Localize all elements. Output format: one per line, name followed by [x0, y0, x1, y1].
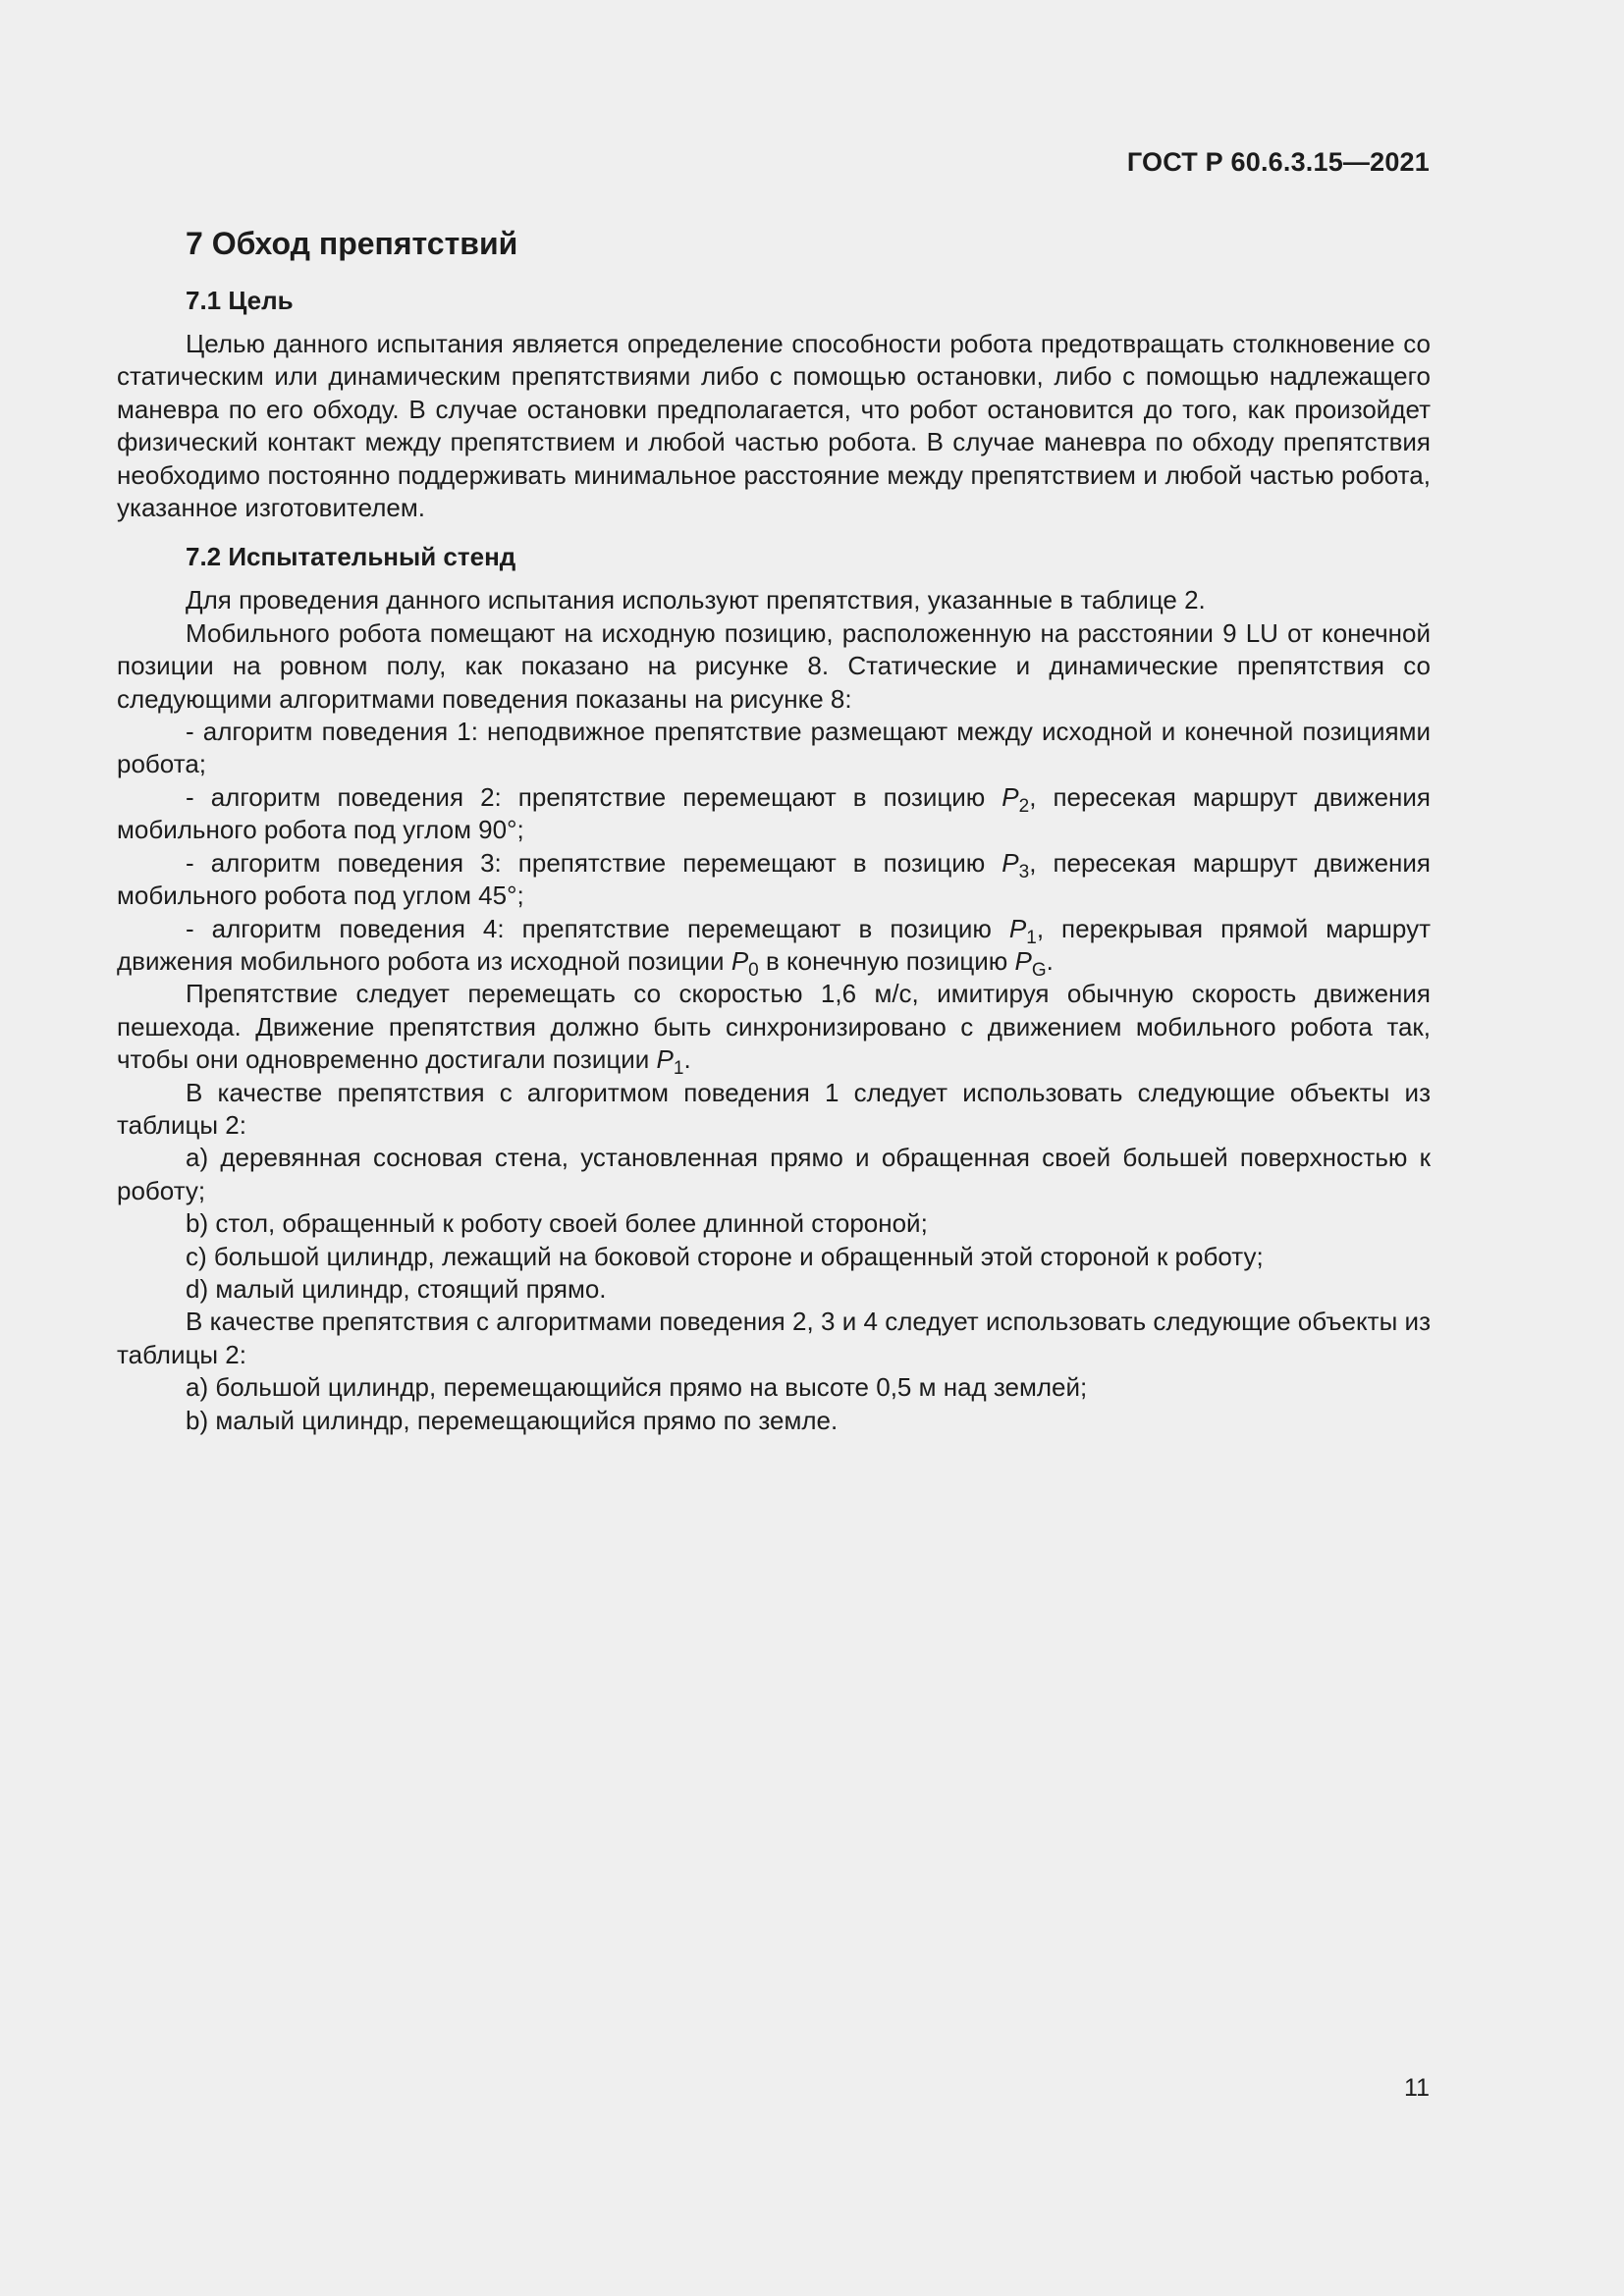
main-content: [117, 222, 1431, 1437]
standard-header: ГОСТ Р 60.6.3.15—2021: [1126, 147, 1430, 177]
position-symbol: P: [1001, 847, 1019, 878]
purpose-paragraph: Целью данного испытания является определение способности робота предотвращать столкновение со статическим или динамическим препятствиями либо с помощью остановки, либо с помощью надлежащего маневра по его обходу. В случае остановки предполагается, что робот остановится до того, как произойдет физический контакт между препятствием и любой частью робота. В случае маневра по обходу препятствия необходимо постоянно поддерживать минимальное расстояние между препятствием и любой частью робота, указанное изготовителем.: [117, 329, 1431, 523]
text-run: - алгоритм поведения 2: препятствие перемещают в позицию: [186, 781, 1002, 812]
list-item: a) деревянная сосновая стена, установленная прямо и обращенная своей большей поверхностью к роботу;: [117, 1143, 1431, 1205]
position-symbol: P: [1014, 945, 1032, 976]
list-item: c) большой цилиндр, лежащий на боковой стороне и обращенный этой стороной к роботу;: [186, 1241, 1264, 1271]
position-symbol: P: [656, 1044, 674, 1075]
bench-paragraph-5: В качестве препятствия с алгоритмами поведения 2, 3 и 4 следует использовать следующие объекты из таблицы 2:: [117, 1307, 1431, 1369]
text-run: Препятствие следует перемещать со скоростью 1,6 м/с, имитируя обычную скорость движения пешехода. Движение препятствия должно быть синхронизировано с движением мобильного робота так, чтобы они одновременно достигали позиции: [117, 979, 1431, 1075]
position-index: 1: [1026, 927, 1037, 948]
position-index: 2: [1018, 795, 1030, 817]
position-index: 3: [1018, 861, 1030, 882]
bench-paragraph-3: [117, 978, 1431, 1080]
behavior-item-2: [117, 781, 1431, 847]
bench-paragraph-2: Мобильного робота помещают на исходную позицию, расположенную на расстоянии 9 LU от конечной позиции на ровном полу, как показано на рисунке 8. Статические и динамические препятствия со следующими алгоритмами поведения показаны на рисунке 8:: [117, 617, 1431, 714]
bench-paragraph-4: В качестве препятствия с алгоритмом поведения 1 следует использовать следующие объекты из таблицы 2:: [117, 1077, 1431, 1140]
position-symbol: P: [731, 945, 749, 976]
position-index: 0: [748, 959, 759, 981]
text-run: .: [1046, 945, 1054, 976]
position-index: 1: [673, 1058, 684, 1080]
subsection-title-test-bench: 7.2 Испытательный стенд: [186, 542, 516, 572]
bench-paragraph-1: Для проведения данного испытания используют препятствия, указанные в таблице 2.: [186, 585, 1206, 615]
list-item: d) малый цилиндр, стоящий прямо.: [186, 1273, 607, 1304]
text-run: , пересекая маршрут движения мобильного робота под углом 45°;: [117, 847, 1431, 911]
text-run: .: [683, 1044, 691, 1075]
text-run: - алгоритм поведения 3: препятствие перемещают в позицию: [186, 847, 1002, 878]
subsection-title-purpose: 7.1 Цель: [186, 286, 294, 315]
text-run: - алгоритм поведения 4: препятствие перемещают в позицию: [186, 913, 1009, 943]
section-title: 7 Обход препятствий: [186, 226, 518, 261]
behavior-item-4: [117, 913, 1431, 979]
list-item: a) большой цилиндр, перемещающийся прямо на высоте 0,5 м над землей;: [186, 1372, 1088, 1403]
behavior-item-3: [117, 847, 1431, 913]
text-run: , пересекая маршрут движения мобильного робота под углом 90°;: [117, 781, 1431, 845]
text-run: , перекрывая прямой маршрут движения мобильного робота из исходной позиции: [117, 913, 1431, 976]
position-symbol: P: [1008, 913, 1027, 943]
page-number: 11: [1404, 2074, 1430, 2102]
list-item: b) малый цилиндр, перемещающийся прямо по земле.: [186, 1405, 839, 1435]
list-item: b) стол, обращенный к роботу своей более длинной стороной;: [186, 1208, 928, 1239]
text-run: в конечную позицию: [758, 945, 1015, 976]
position-symbol: P: [1001, 781, 1019, 812]
behavior-item-1: - алгоритм поведения 1: неподвижное препятствие размещают между исходной и конечной позициями робота;: [117, 717, 1431, 779]
position-index: G: [1031, 959, 1047, 981]
